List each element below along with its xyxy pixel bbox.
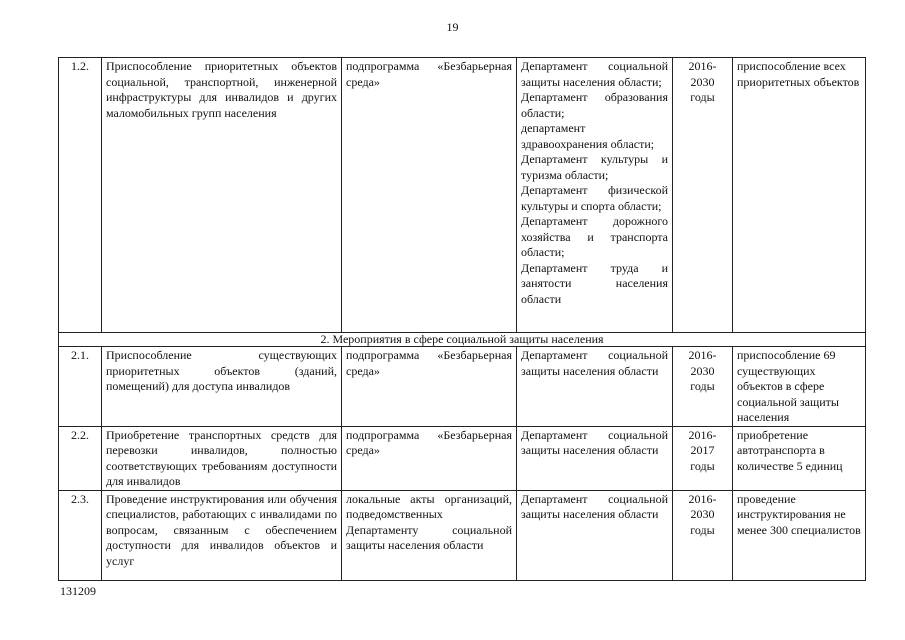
row-number: 2.3. bbox=[59, 490, 102, 580]
table-row bbox=[59, 347, 866, 427]
row-number: 2.2. bbox=[59, 426, 102, 490]
expected-result: проведение инструктирования не менее 300 специалистов bbox=[733, 490, 866, 580]
table-row bbox=[59, 426, 866, 490]
section-title: 2. Мероприятия в сфере социальной защиты населения bbox=[59, 333, 866, 347]
table-row bbox=[59, 58, 866, 333]
measure-name: Приспособление приоритетных объектов социальной, транспортной, инженерной инфраструктуры для инвалидов и других маломобильных групп населения bbox=[102, 58, 342, 333]
expected-result: приспособление 69 существующих объектов в сфере социальной защиты населения bbox=[733, 347, 866, 427]
expected-result: приобретение автотранспорта в количестве 5 единиц bbox=[733, 426, 866, 490]
table-row bbox=[59, 490, 866, 580]
expected-result: приспособление всех приоритетных объектов bbox=[733, 58, 866, 333]
department-item: Департамент дорожного хозяйства и транспорта области; bbox=[521, 214, 668, 259]
responsible-departments bbox=[517, 58, 673, 333]
row-number: 2.1. bbox=[59, 347, 102, 427]
measure-basis: подпрограмма «Безбарьерная среда» bbox=[342, 426, 517, 490]
department-item: Департамент физической культуры и спорта области; bbox=[521, 183, 668, 213]
measure-name: Приобретение транспортных средств для перевозки инвалидов, полностью соответствующих требованиям доступности для инвалидов bbox=[102, 426, 342, 490]
measure-basis: локальные акты организаций, подведомственных Департаменту социальной защиты населения области bbox=[342, 490, 517, 580]
department-item: Департамент образования области; bbox=[521, 90, 668, 120]
measure-basis: подпрограмма «Безбарьерная среда» bbox=[342, 58, 517, 333]
department-item: Департамент культуры и туризма области; bbox=[521, 152, 668, 182]
implementation-years: 2016-2030 годы bbox=[673, 58, 733, 333]
document-code: 131209 bbox=[60, 584, 96, 598]
responsible-departments: Департамент социальной защиты населения области bbox=[517, 347, 673, 427]
measure-name: Приспособление существующих приоритетных объектов (зданий, помещений) для доступа инвалидов bbox=[102, 347, 342, 427]
measures-table bbox=[58, 57, 866, 581]
department-item: Департамент социальной защиты населения области; bbox=[521, 59, 668, 89]
responsible-departments: Департамент социальной защиты населения области bbox=[517, 426, 673, 490]
department-item: Департамент труда и занятости населения области bbox=[521, 260, 668, 306]
implementation-years: 2016-2030 годы bbox=[673, 490, 733, 580]
responsible-departments: Департамент социальной защиты населения области bbox=[517, 490, 673, 580]
row-number: 1.2. bbox=[59, 58, 102, 333]
page-number: 19 bbox=[446, 20, 459, 34]
implementation-years: 2016-2030 годы bbox=[673, 347, 733, 427]
department-item: департамент здравоохранения области; bbox=[521, 121, 655, 151]
implementation-years: 2016-2017 годы bbox=[673, 426, 733, 490]
measure-basis: подпрограмма «Безбарьерная среда» bbox=[342, 347, 517, 427]
section-header-row bbox=[59, 333, 866, 347]
measure-name: Проведение инструктирования или обучения специалистов, работающих с инвалидами по вопросам, связанным с обеспечением доступности для инвалидов объектов и услуг bbox=[102, 490, 342, 580]
